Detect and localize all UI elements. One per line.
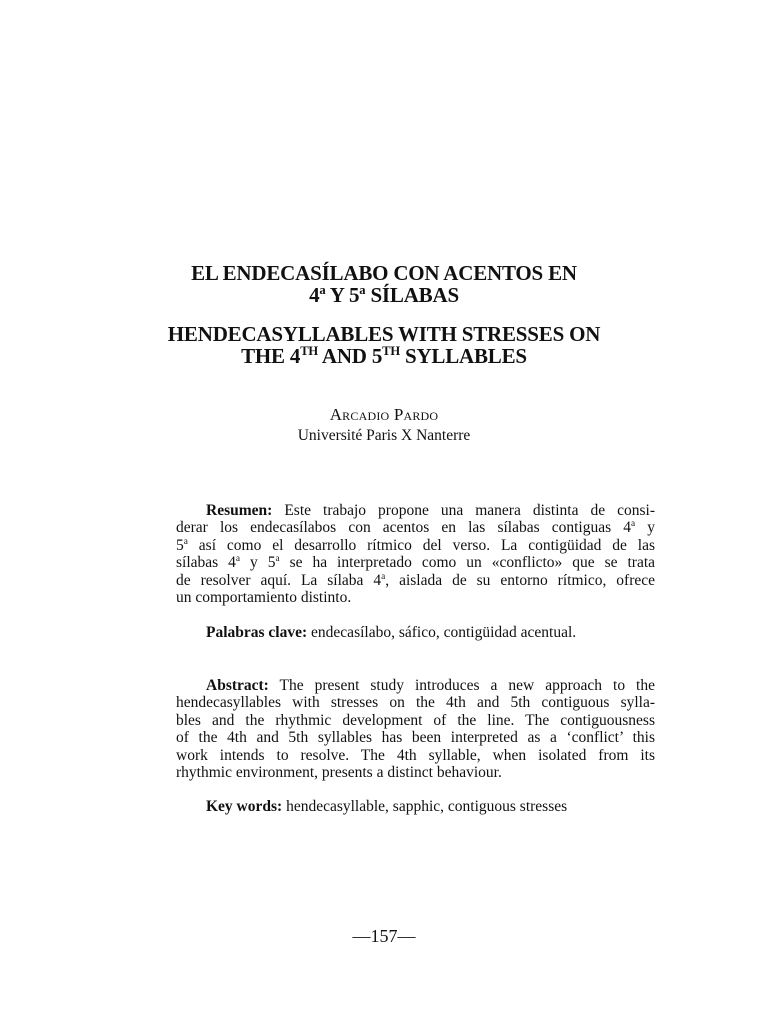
resumen-text: de resolver aquí. La sílaba 4: [176, 571, 382, 589]
ordinal-superscript: a: [319, 283, 326, 297]
resumen-text: así como el desarrollo rítmico del verso. La contigüidad de las: [187, 536, 655, 554]
resumen-text: 5: [176, 536, 184, 554]
title-text: Y 5: [325, 283, 360, 307]
abstract-line: [176, 677, 655, 694]
resumen-text: derar los endecasílabos con acentos en las sílabas contiguas 4: [176, 519, 631, 537]
resumen-paragraph: [176, 502, 655, 606]
page-number: —157—: [352, 926, 416, 946]
author-name: Arcadio Pardo: [329, 405, 439, 424]
title-text: SYLLABLES: [399, 344, 527, 368]
title-text: THE 4: [241, 344, 301, 368]
key-words-line: [176, 798, 655, 815]
palabras-clave-text: endecasílabo, sáfico, contigüidad acentual.: [307, 624, 577, 641]
palabras-clave-line: [176, 624, 655, 641]
title-text: SÍLABAS: [365, 283, 459, 307]
title-text: AND 5: [317, 344, 383, 368]
resumen-text: y 5: [240, 554, 276, 572]
resumen-line: [176, 537, 655, 554]
english-title: [0, 323, 768, 367]
palabras-clave-label: Palabras clave:: [206, 624, 308, 641]
ordinal-superscript: a: [359, 283, 366, 297]
key-words-paragraph: [176, 798, 655, 815]
abstract-line: rhythmic environment, presents a distinct behaviour.: [176, 764, 502, 782]
abstract-text: The present study introduces a new approach to the: [268, 677, 655, 694]
english-title-line-1: HENDECASYLLABLES WITH STRESSES ON: [167, 322, 601, 346]
resumen-text: , aislada de su entorno rítmico, ofrece: [385, 571, 655, 589]
title-number: 4: [309, 283, 320, 307]
resumen-text: se ha interpretado como un «conflicto» que se trata: [279, 554, 656, 572]
palabras-clave-paragraph: [176, 624, 655, 641]
author-affiliation: Université Paris X Nanterre: [297, 427, 471, 444]
abstract-line: bles and the rhythmic development of the line. The contiguousness: [176, 711, 655, 729]
abstract-line: hendecasyllables with stresses on the 4th and 5th contiguous sylla-: [176, 694, 655, 712]
resumen-text: y: [635, 519, 655, 537]
ordinal-superscript: TH: [382, 344, 400, 358]
resumen-label: Resumen:: [206, 502, 273, 519]
resumen-text: Este trabajo propone una manera distinta de consi-: [272, 502, 655, 519]
resumen-line: [176, 572, 655, 589]
resumen-line: [176, 502, 655, 519]
spanish-title-line-1: EL ENDECASÍLABO CON ACENTOS EN: [191, 261, 577, 285]
resumen-line: un comportamiento distinto.: [176, 589, 352, 607]
abstract-line: work intends to resolve. The 4th syllable, when isolated from its: [176, 746, 655, 764]
abstract-label: Abstract:: [206, 677, 269, 694]
ordinal-superscript: a: [183, 536, 188, 547]
ordinal-superscript: a: [275, 554, 280, 565]
english-title-line-2: [0, 345, 768, 367]
spanish-title-line-2: [0, 284, 768, 306]
resumen-line: [176, 519, 655, 536]
ordinal-superscript: TH: [300, 344, 318, 358]
abstract-paragraph: [176, 677, 655, 781]
ordinal-superscript: a: [631, 519, 636, 530]
resumen-line: [176, 554, 655, 571]
spanish-title: [0, 262, 768, 306]
ordinal-superscript: a: [235, 554, 241, 565]
resumen-text: sílabas 4: [176, 554, 236, 572]
key-words-text: hendecasyllable, sapphic, contiguous stresses: [282, 798, 568, 815]
abstract-line: of the 4th and 5th syllables has been interpreted as a ‘conflict’ this: [176, 729, 655, 747]
ordinal-superscript: a: [381, 571, 386, 582]
key-words-label: Key words:: [206, 798, 283, 815]
